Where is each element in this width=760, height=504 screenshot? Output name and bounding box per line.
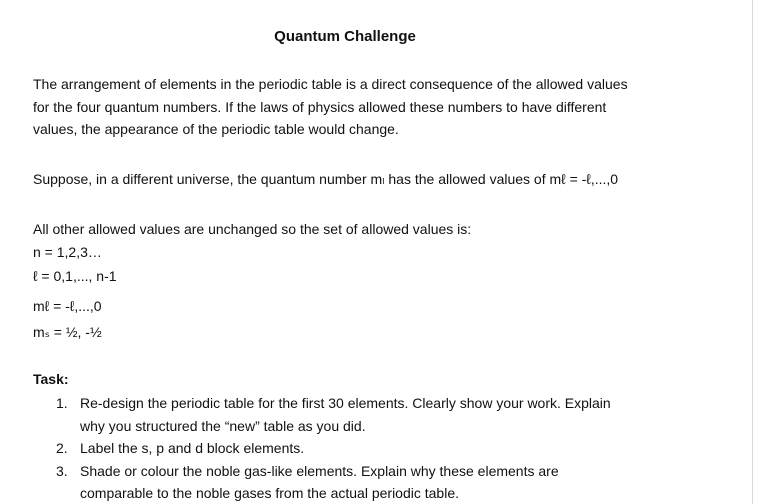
task-text [80, 437, 304, 460]
suppose-sentence: Suppose, in a different universe, the quantum number mₗ has the allowed values of mℓ = -ℓ,...,0 [33, 171, 619, 187]
document-title: Quantum Challenge [274, 28, 416, 45]
task-line: Re-design the periodic table for the first 30 elements. Clearly show your work. Explain [80, 395, 611, 411]
quantum-number-ms: mₛ = ½, -½ [33, 324, 102, 340]
intro-line: values, the appearance of the periodic table would change. [33, 121, 399, 137]
task-line: Shade or colour the noble gas-like elements. Explain why these elements are [80, 462, 559, 479]
intro-line: The arrangement of elements in the periodic table is a direct consequence of the allowed values [33, 76, 628, 92]
quantum-number-l: ℓ = 0,1,..., n-1 [33, 268, 117, 284]
task-number: 2. [56, 440, 68, 456]
intro-paragraph [33, 73, 693, 141]
page-edge-divider [752, 0, 753, 504]
task-item [56, 392, 676, 437]
quantum-number-n: n = 1,2,3… [33, 244, 102, 260]
task-text [80, 460, 559, 504]
task-text [80, 392, 611, 437]
task-line: why you structured the “new” table as you did. [80, 417, 366, 434]
quantum-number-ml: mℓ = -ℓ,...,0 [33, 298, 102, 314]
other-values-sentence: All other allowed values are unchanged so the set of allowed values is: [33, 221, 472, 237]
task-heading: Task: [33, 371, 69, 387]
task-number: 3. [56, 462, 68, 479]
task-line: Label the s, p and d block elements. [80, 440, 305, 456]
task-item [56, 460, 676, 504]
task-line: comparable to the noble gases from the actual periodic table. [80, 485, 460, 501]
task-list [56, 392, 676, 504]
task-item [56, 437, 676, 460]
intro-line: for the four quantum numbers. If the laws of physics allowed these numbers to have different [33, 98, 607, 115]
task-number: 1. [56, 395, 68, 411]
